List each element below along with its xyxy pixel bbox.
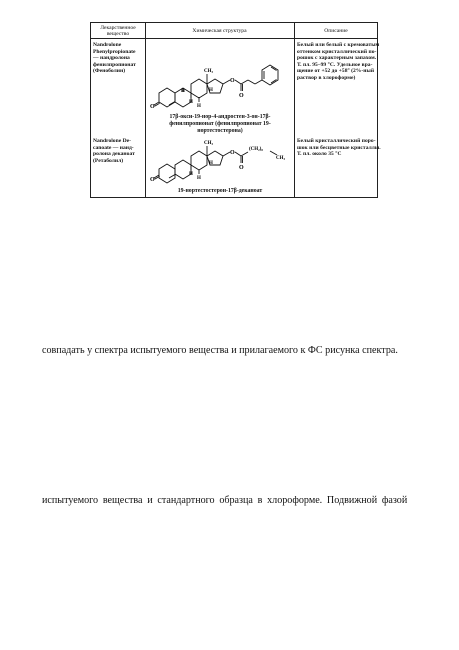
hydrogen-label: H	[209, 88, 213, 93]
nandrolone-phenylpropionate-structure	[147, 40, 293, 112]
drug-line: canoate — нанд-	[93, 144, 134, 151]
drug-line: (Феноболин)	[93, 68, 126, 75]
description-line: шок или бесцветные кристаллы.	[297, 144, 381, 151]
column-divider	[145, 23, 146, 197]
description-line: Т. пл. около 35 °С	[297, 151, 342, 158]
column-divider	[294, 23, 295, 197]
description-line: раствор в хлороформе)	[297, 74, 356, 81]
row1-structure-caption	[147, 114, 293, 134]
caption-line: 19-нортестостерон-17β-деканоат	[177, 188, 263, 194]
caption-line: фенилпропионат (фенилпропионат 19-	[169, 120, 271, 127]
drug-line: — нандролона	[93, 55, 130, 62]
drug-line: Nandrolone De-	[93, 138, 131, 144]
ester-oxygen-label: O	[230, 78, 235, 84]
description-line: щение от +52 до +58° (2%-ный	[297, 68, 375, 75]
nandrolone-decanoate-structure	[147, 135, 293, 187]
description-line: Т. пл. 95–99 °С. Удельное вра-	[297, 61, 373, 68]
chain-label: (CH₂)₈	[249, 147, 263, 152]
description-line: оттенком кристаллический по-	[297, 48, 377, 55]
hydrogen-label: H	[209, 161, 213, 166]
row1-drug-name	[93, 42, 145, 75]
caption-line: нортестостерона)	[197, 127, 243, 134]
hydrogen-label: H	[189, 100, 193, 105]
row2-drug-name	[93, 138, 145, 164]
hydrogen-label: H	[197, 176, 201, 181]
ester-oxygen-label: O	[230, 150, 235, 156]
header-drug	[93, 25, 143, 38]
description-line: Белый или белый с кремоватым	[297, 42, 380, 48]
drug-line: Nandrolone	[93, 42, 122, 48]
header-divider	[91, 38, 377, 39]
oxygen-label: O	[150, 177, 155, 183]
description-line: Белый кристаллический поро-	[297, 138, 376, 144]
drug-line: фенилпропионат	[93, 61, 136, 68]
row2-structure-caption	[147, 188, 293, 195]
drug-line: ролона деканоат	[93, 151, 135, 158]
drug-table	[90, 22, 381, 198]
body-text-line-2: испытуемого вещества и стандартного образца в хлороформе. Подвижной фазой	[42, 495, 408, 506]
header-structure: Химическая структура	[192, 28, 247, 34]
header-description: Описание	[324, 28, 348, 34]
carbonyl-oxygen-label: O	[239, 93, 244, 99]
row1-description	[297, 42, 381, 82]
row2-description	[297, 138, 381, 158]
body-text-line-1: совпадать у спектра испытуемого вещества и прилагаемого к ФС рисунка спектра.	[42, 345, 398, 356]
caption-line: 17β-окси-19-нор-4-андростен-3-он-17β-	[169, 114, 271, 120]
hydrogen-label: H	[189, 172, 193, 177]
terminal-methyl-label: CH₃	[276, 156, 285, 161]
methyl-label: CH₃	[204, 69, 213, 74]
header-drug-line: вещество	[106, 31, 130, 38]
hydrogen-label: H	[197, 104, 201, 109]
carbonyl-oxygen-label: O	[239, 165, 244, 171]
methyl-label: CH₃	[204, 141, 213, 146]
header-drug-line: Лекарственное	[100, 25, 136, 31]
description-line: рошок с характерным запахом.	[297, 55, 377, 62]
oxygen-label: O	[150, 104, 155, 110]
drug-line: Phenylpropionate	[93, 48, 136, 55]
hydrogen-label: H	[181, 89, 185, 94]
drug-line: (Ретаболил)	[93, 157, 124, 164]
